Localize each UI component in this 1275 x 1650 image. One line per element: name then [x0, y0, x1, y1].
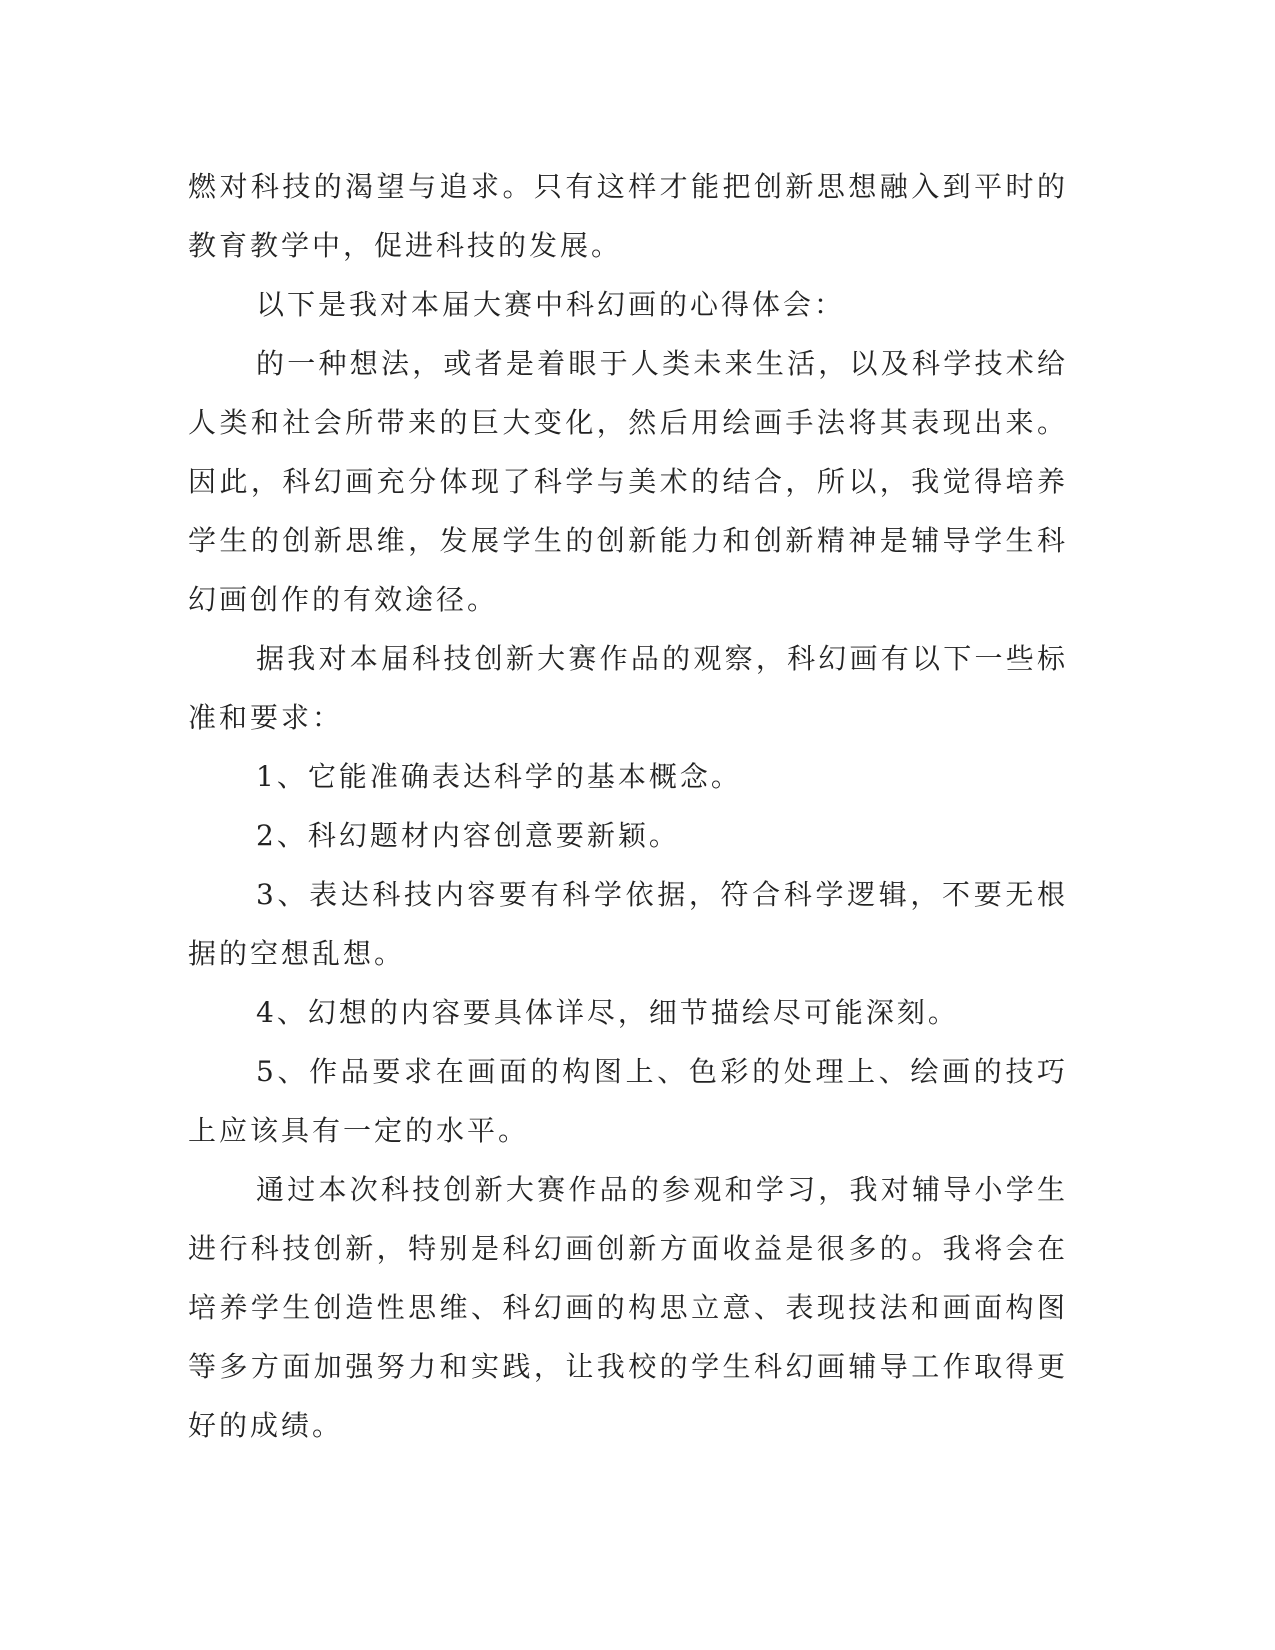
- paragraph-standards-intro: 据我对本届科技创新大赛作品的观察，科幻画有以下一些标准和要求：: [188, 642, 1068, 734]
- paragraph-definition: 的一种想法，或者是着眼于人类未来生活，以及科学技术给人类和社会所带来的巨大变化，然后用绘画手法将其表现出来。因此，科幻画充分体现了科学与美术的结合，所以，我觉得培养学生的创新思维，发展学生的创新能力和创新精神是辅导学生科幻画创作的有效途径。: [188, 347, 1068, 616]
- paragraph-continuation: 燃对科技的渴望与追求。只有这样才能把创新思想融入到平时的教育教学中，促进科技的发展。: [188, 170, 1068, 262]
- list-item-1: 1、它能准确表达科学的基本概念。: [256, 760, 742, 793]
- document-body: [188, 157, 1068, 1455]
- list-item-5: 5、作品要求在画面的构图上、色彩的处理上、绘画的技巧上应该具有一定的水平。: [188, 1055, 1068, 1147]
- list-item-3: 3、表达科技内容要有科学依据，符合科学逻辑，不要无根据的空想乱想。: [188, 878, 1068, 970]
- list-item-2: 2、科幻题材内容创意要新颖。: [256, 819, 680, 852]
- paragraph-conclusion: 通过本次科技创新大赛作品的参观和学习，我对辅导小学生进行科技创新，特别是科幻画创新方面收益是很多的。我将会在培养学生创造性思维、科幻画的构思立意、表现技法和画面构图等多方面加强努力和实践，让我校的学生科幻画辅导工作取得更好的成绩。: [188, 1173, 1068, 1442]
- paragraph-intro: 以下是我对本届大赛中科幻画的心得体会：: [256, 288, 846, 321]
- list-item-4: 4、幻想的内容要具体详尽，细节描绘尽可能深刻。: [256, 996, 959, 1029]
